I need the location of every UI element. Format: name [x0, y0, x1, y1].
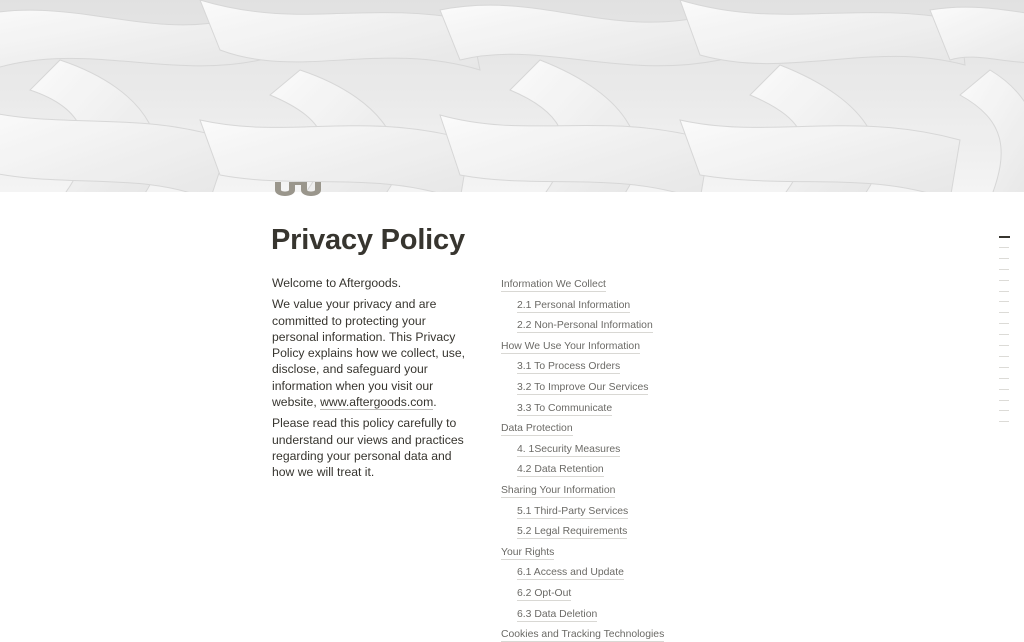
outline-mark[interactable] — [999, 258, 1009, 259]
website-link[interactable]: www.aftergoods.com — [320, 395, 434, 410]
toc-subitem[interactable]: 5.2 Legal Requirements — [517, 526, 628, 538]
toc-subitem[interactable]: 2.1 Personal Information — [517, 299, 631, 311]
toc-subitem[interactable]: 3.3 To Communicate — [517, 402, 613, 414]
outline-mark[interactable] — [999, 269, 1009, 270]
read-carefully-text: Please read this policy carefully to understand our views and practices regarding your personal data and how we will treat it. — [272, 416, 464, 480]
outline-mark[interactable] — [999, 410, 1009, 411]
outline-mark[interactable] — [999, 367, 1009, 368]
outline-mark[interactable] — [999, 291, 1009, 292]
outline-mark[interactable] — [999, 323, 1009, 324]
outline-mark[interactable] — [999, 280, 1009, 281]
outline-mark[interactable] — [999, 389, 1009, 390]
intro-text: We value your privacy and are committed to protecting your personal information. This Privacy Policy explains how we collect, use, disclose, and safeguard your information when you visit our website, — [272, 297, 466, 410]
toc-item[interactable]: How We Use Your Information — [501, 340, 640, 352]
toc-subitem[interactable]: 3.2 To Improve Our Services — [517, 382, 649, 393]
intro-paragraph — [272, 296, 472, 410]
toc-subitem[interactable]: 6.1 Access and Update — [517, 567, 624, 579]
outline-mark[interactable] — [999, 400, 1009, 401]
outline-mark[interactable] — [999, 236, 1010, 238]
intro-section — [272, 275, 472, 486]
outline-mark[interactable] — [999, 356, 1009, 357]
cover-image — [0, 0, 1024, 192]
toc-item[interactable]: Sharing Your Information — [501, 485, 616, 496]
outline-mark[interactable] — [999, 334, 1009, 335]
toc-subitem[interactable]: 3.1 To Process Orders — [517, 361, 621, 373]
glasses-icon[interactable] — [272, 180, 326, 204]
outline-mark[interactable] — [999, 421, 1009, 422]
toc-subitem[interactable]: 2.2 Non-Personal Information — [517, 320, 653, 332]
toc-item[interactable]: Data Protection — [501, 423, 573, 435]
outline-mark[interactable] — [999, 378, 1009, 379]
toc-subitem[interactable]: 5.1 Third-Party Services — [517, 505, 629, 517]
toc-subitem[interactable]: 4. 1Security Measures — [517, 443, 621, 455]
outline-mark[interactable] — [999, 301, 1009, 302]
outline-mark[interactable] — [999, 312, 1009, 313]
toc-subitem[interactable]: 6.2 Opt-Out — [517, 588, 572, 599]
outline-mark[interactable] — [999, 247, 1009, 248]
toc-item[interactable]: Your Rights — [501, 546, 555, 558]
toc-item[interactable]: Cookies and Tracking Technologies — [501, 629, 665, 641]
page-title: Privacy Policy — [271, 224, 465, 256]
toc-item[interactable]: Information We Collect — [501, 279, 606, 290]
welcome-text: Welcome to Aftergoods. — [272, 276, 402, 290]
outline-mark[interactable] — [999, 345, 1009, 346]
intro-text-end: . — [433, 395, 437, 410]
toc-subitem[interactable]: 6.3 Data Deletion — [517, 608, 598, 620]
toc-subitem[interactable]: 4.2 Data Retention — [517, 464, 604, 476]
